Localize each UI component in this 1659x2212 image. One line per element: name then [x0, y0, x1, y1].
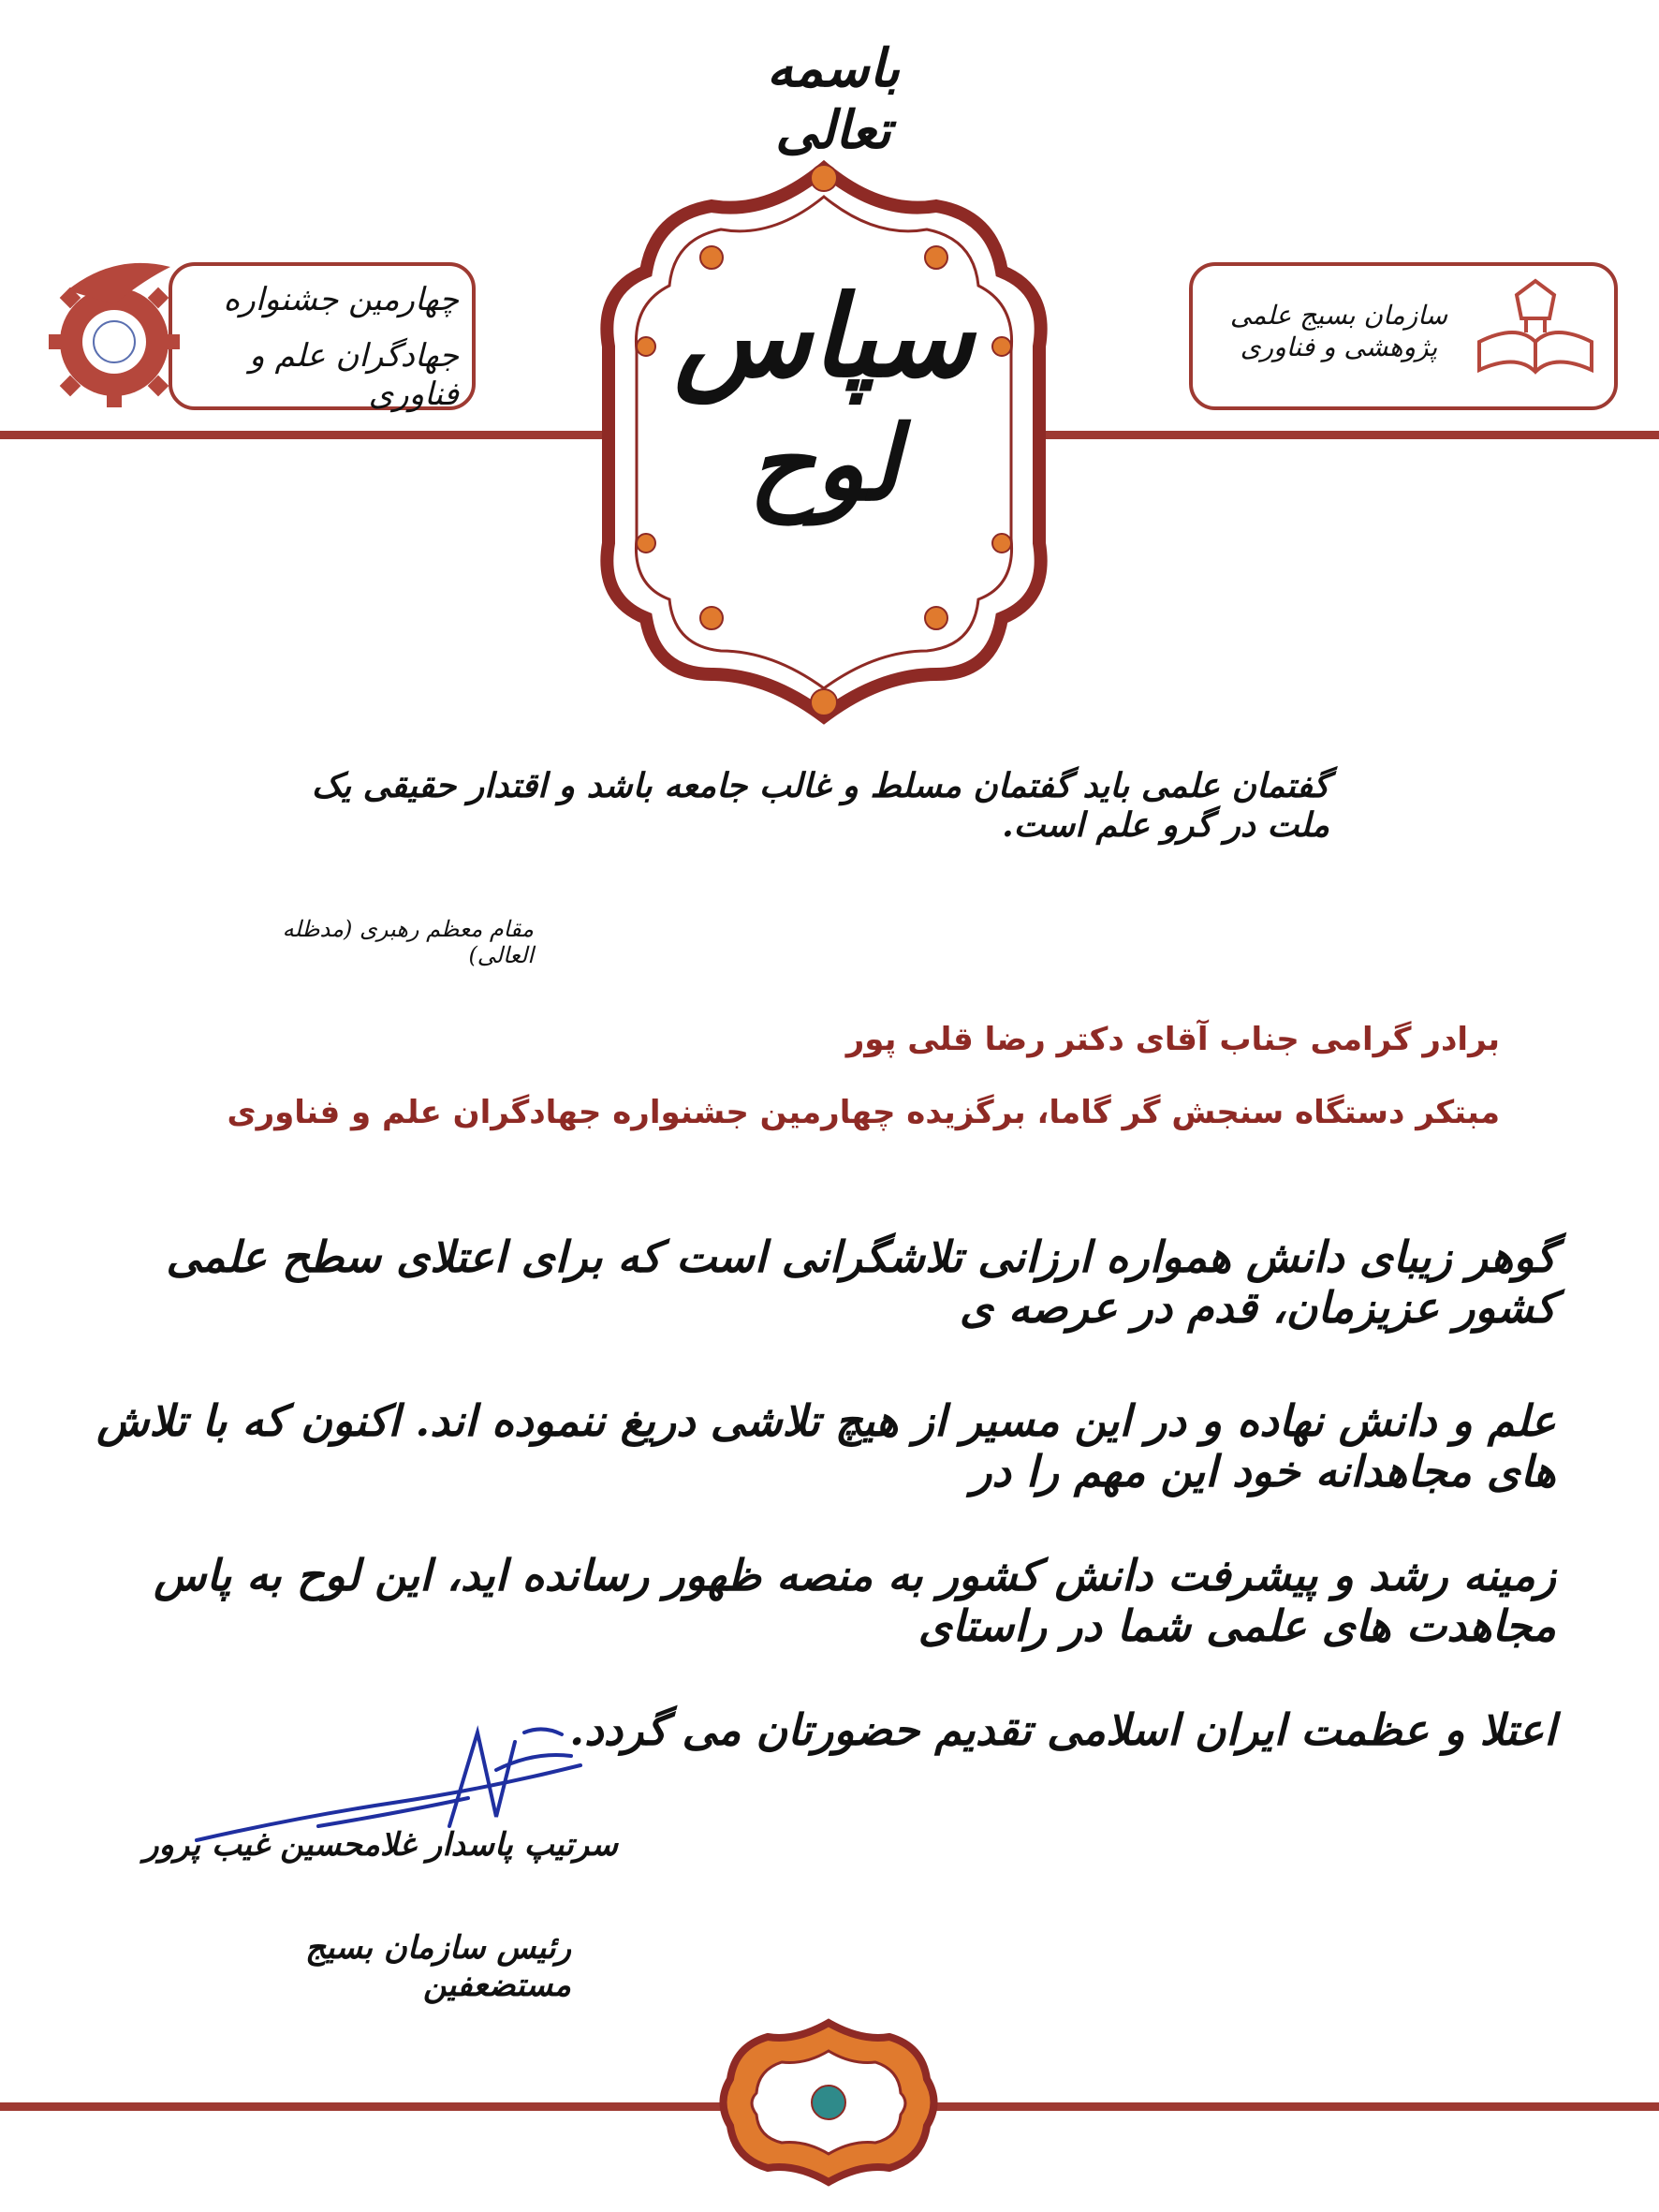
body-line-2: علم و دانش نهاده و در این مسیر از هیچ تلاشی دریغ ننموده اند. اکنون که با تلاش های مجاهدانه خود این مهم را در: [96, 1395, 1556, 1497]
basij-logo-text: سازمان بسیج علمی پژوهشی و فناوری: [1229, 300, 1448, 362]
quote-source: مقام معظم رهبری (مدظله العالی): [282, 916, 534, 968]
festival-gear-icon: [39, 253, 189, 412]
recipient-name: برادر گرامی جناب آقای دکتر رضا قلی پور: [845, 1021, 1500, 1058]
title-sepas: سپاس: [674, 271, 974, 403]
festival-logo-line2: جهادگران علم و فناوری: [249, 337, 459, 413]
festival-logo-line1: چهارمین جشنواره: [223, 281, 459, 318]
signatory-name: سرتیپ پاسدار غلامحسین غیب پرور: [143, 1826, 618, 1864]
recipient-description: مبتکر دستگاه سنجش گر گاما، برگزیده چهارمین جشنواره جهادگران علم و فناوری: [227, 1094, 1500, 1131]
bottom-ornament: [712, 2013, 946, 2191]
basmala: باسمه تعالی: [767, 37, 900, 161]
book-icon: [1461, 267, 1610, 398]
body-line-4: اعتلا و عظمت ایران اسلامی تقدیم حضورتان می گردد.: [569, 1704, 1556, 1755]
body-line-1: گوهر زیبای دانش همواره ارزانی تلاشگرانی است که برای اعتلای سطح علمی کشور عزیزمان، قدم در عرصه ی: [166, 1231, 1556, 1333]
body-line-3: زمینه رشد و پیشرفت دانش کشور به منصه ظهور رسانده اید، این لوح به پاس مجاهدت های علمی شما در راستای: [154, 1550, 1556, 1651]
title-lowh: لوح: [748, 403, 900, 524]
leader-quote: گفتمان علمی باید گفتمان مسلط و غالب جامعه باشد و اقتدار حقیقی یک ملت در گرو علم است.: [311, 766, 1329, 845]
signatory-title: رئیس سازمان بسیج مستضعفین: [305, 1929, 571, 2004]
